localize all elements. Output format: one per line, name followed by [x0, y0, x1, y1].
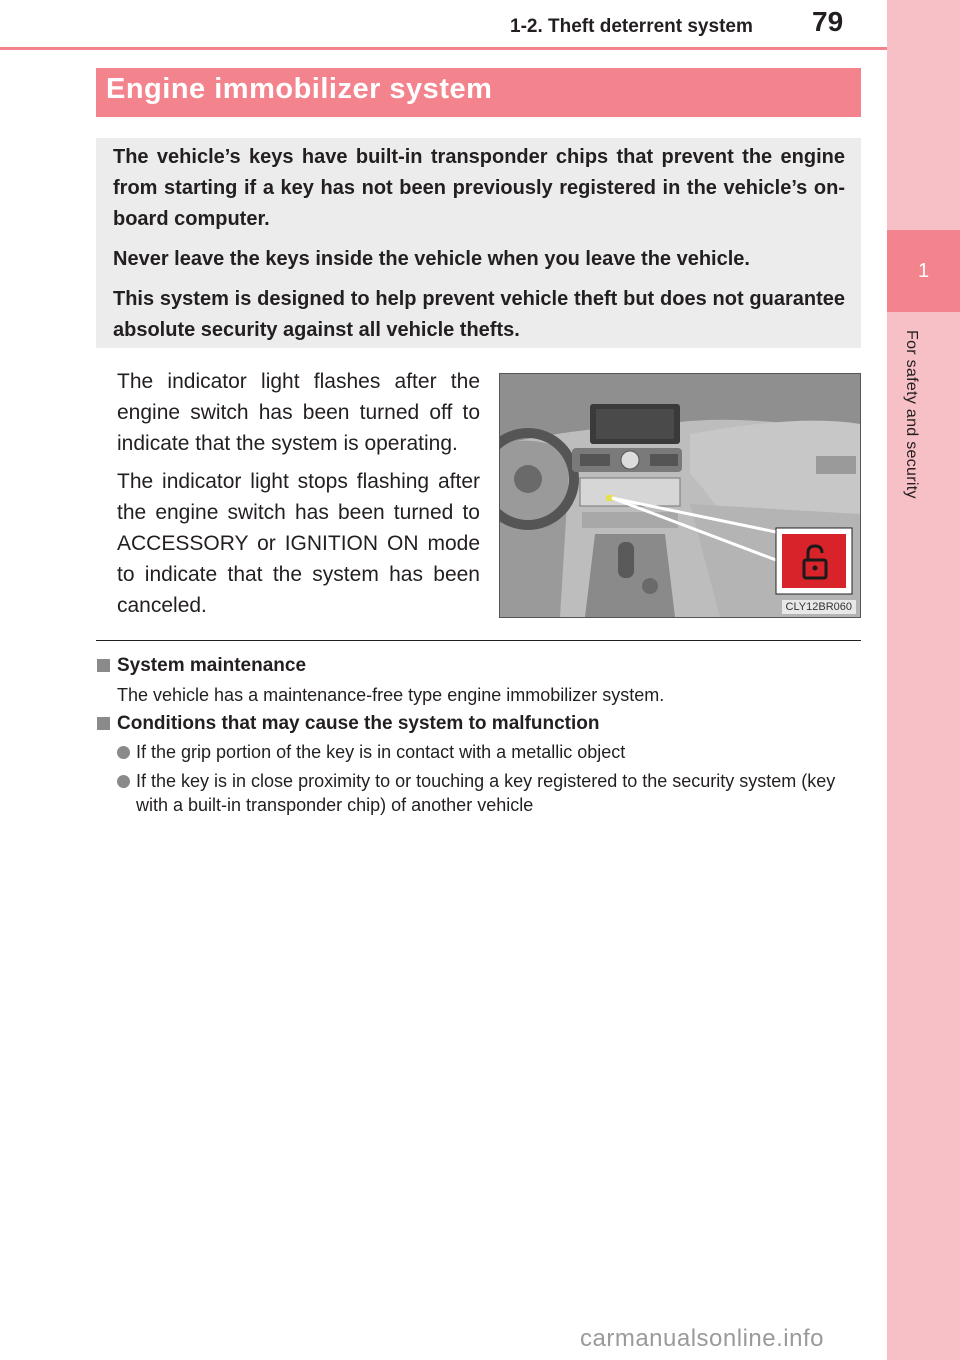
square-bullet-icon [97, 717, 110, 730]
title-banner [96, 68, 861, 117]
section-title: 1-2. Theft deterrent system [510, 16, 753, 37]
page-title: Engine immobilizer system [106, 73, 493, 105]
header-rule [0, 47, 887, 50]
side-tab [887, 0, 960, 1360]
note-heading-text: Conditions that may cause the system to malfunction [117, 713, 600, 734]
page-number: 79 [812, 6, 844, 37]
watermark: carmanualsonline.info [580, 1325, 824, 1352]
note-heading [96, 712, 866, 736]
note-heading-text: System maintenance [117, 655, 307, 676]
notes-section [96, 654, 866, 822]
dashboard-illustration [499, 373, 861, 618]
note-heading [96, 654, 866, 678]
body-paragraph: The indicator light stops flashing after the engine switch has been turned to ACCESSORY or IGNITION ON mode to indicate that the system has been canceled. [117, 470, 480, 617]
body-text [117, 366, 480, 628]
summary-paragraph: This system is designed to help prevent vehicle theft but does not guarantee absolute security against all vehicle thefts. [113, 288, 845, 341]
summary-paragraph: The vehicle’s keys have built-in transponder chips that prevent the engine from starting if a key has not been previously registered in the vehicle’s on-board computer. [113, 146, 845, 230]
list-item-text: If the grip portion of the key is in contact with a metallic object [136, 742, 626, 762]
summary-paragraph: Never leave the keys inside the vehicle when you leave the vehicle. [113, 248, 750, 270]
section-divider [96, 640, 861, 641]
note-text: The vehicle has a maintenance-free type engine immobilizer system. [117, 685, 665, 705]
figure-code: CLY12BR060 [782, 600, 856, 614]
circle-bullet-icon [117, 746, 130, 759]
square-bullet-icon [97, 659, 110, 672]
body-paragraph: The indicator light flashes after the engine switch has been turned off to indicate that the system is operating. [117, 370, 480, 455]
circle-bullet-icon [117, 775, 130, 788]
summary-box [96, 138, 861, 348]
chapter-number: 1 [887, 230, 960, 312]
list-item-text: If the key is in close proximity to or touching a key registered to the security system (key with a built-in transponder chip) of another vehicle [136, 771, 836, 815]
chapter-name: For safety and security [903, 330, 920, 499]
list-item [117, 740, 866, 764]
list-item [117, 769, 866, 817]
dashboard-drawing [500, 374, 860, 617]
